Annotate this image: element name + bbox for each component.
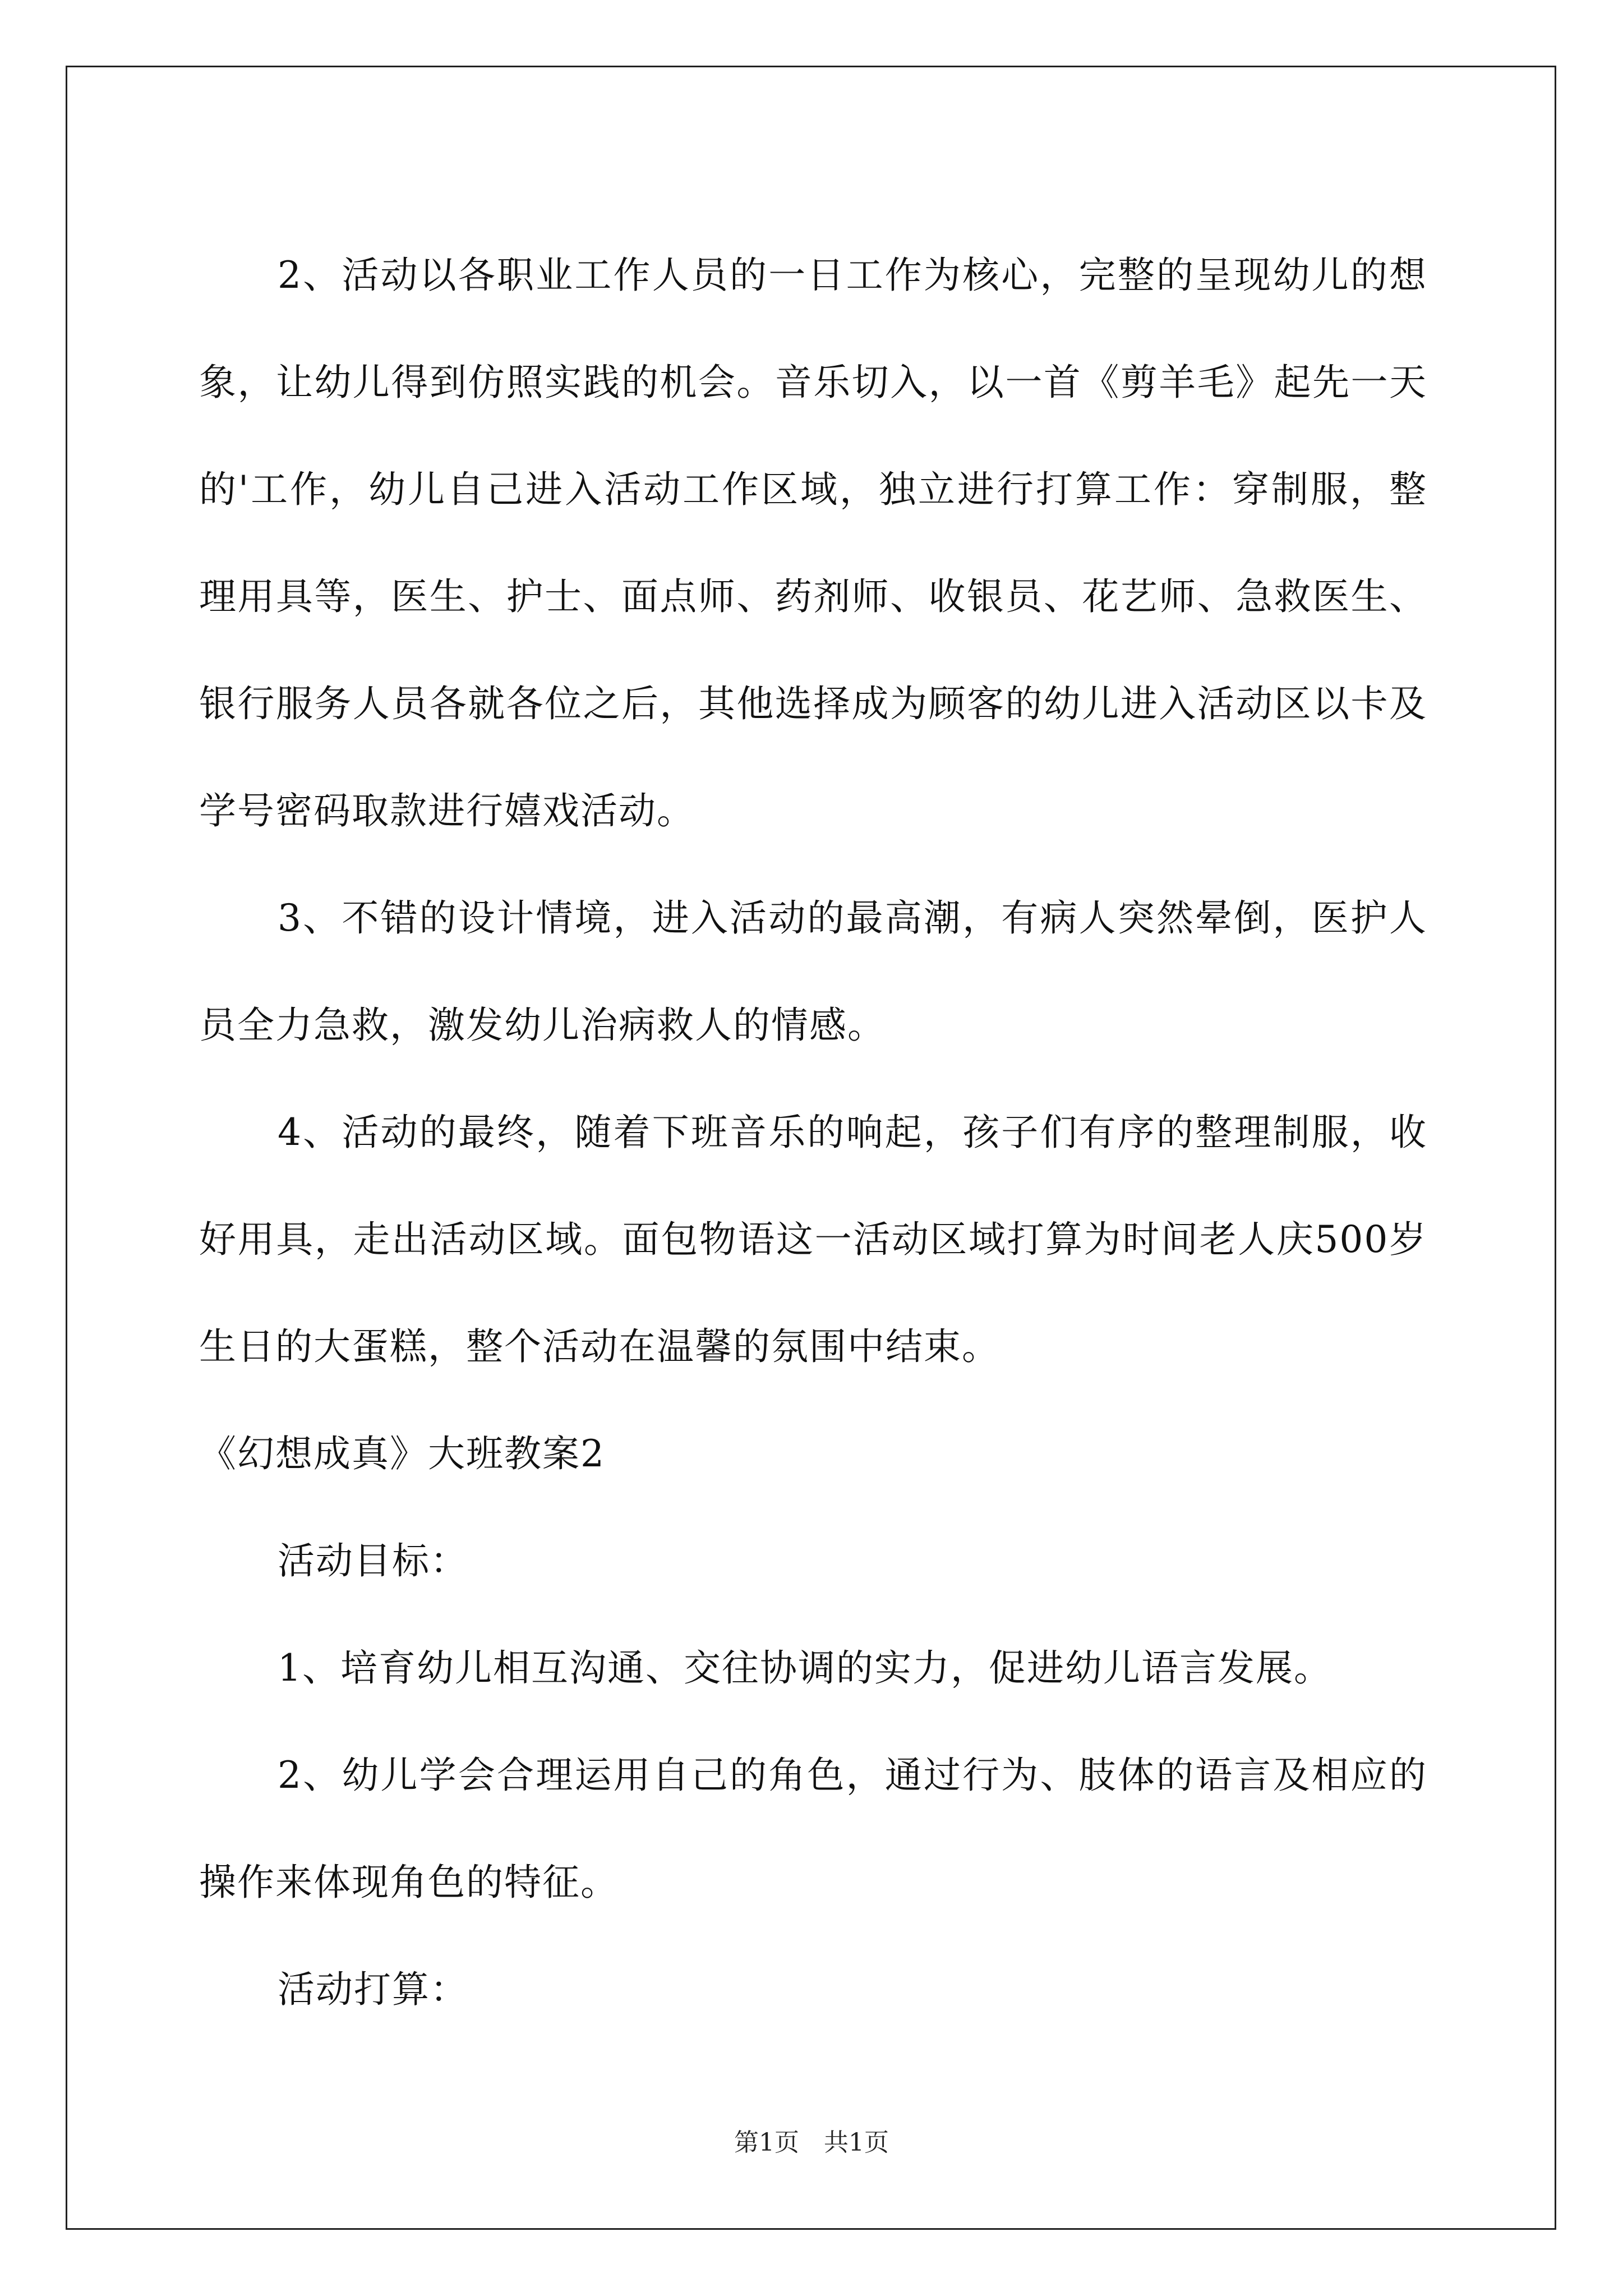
paragraph-activity-process-2: 2、活动以各职业工作人员的一日工作为核心，完整的呈现幼儿的想象，让幼儿得到仿照实践的机会。音乐切入，以一首《剪羊毛》起先一天的'工作，幼儿自己进入活动工作区域，独立进行打算工作：穿制服，整理用具等，医生、护士、面点师、药剂师、收银员、花艺师、急救医生、银行服务人员各就各位之后，其他选择成为顾客的幼儿进入活动区以卡及学号密码取款进行嬉戏活动。 bbox=[199, 254, 1427, 832]
section-label-preparation: 活动打算： bbox=[278, 1968, 468, 2011]
document-body bbox=[199, 222, 1427, 2043]
paragraph-activity-process-4: 4、活动的最终，随着下班音乐的响起，孩子们有序的整理制服，收好用具，走出活动区域。面包物语这一活动区域打算为时间老人庆500岁生日的大蛋糕，整个活动在温馨的氛围中结束。 bbox=[199, 1111, 1427, 1368]
paragraph-activity-process-3: 3、不错的设计情境，进入活动的最高潮，有病人突然晕倒，医护人员全力急救，激发幼儿治病救人的情感。 bbox=[199, 896, 1427, 1047]
paragraph-goal-1: 1、培育幼儿相互沟通、交往协调的实力，促进幼儿语言发展。 bbox=[278, 1646, 1332, 1690]
lesson-plan-heading: 《幻想成真》大班教案2 bbox=[199, 1432, 605, 1475]
section-label-goals: 活动目标： bbox=[278, 1539, 468, 1582]
page-footer: 第1页 共1页 bbox=[734, 2128, 889, 2157]
paragraph-goal-2: 2、幼儿学会合理运用自己的角色，通过行为、肢体的语言及相应的操作来体现角色的特征。 bbox=[199, 1754, 1427, 1904]
